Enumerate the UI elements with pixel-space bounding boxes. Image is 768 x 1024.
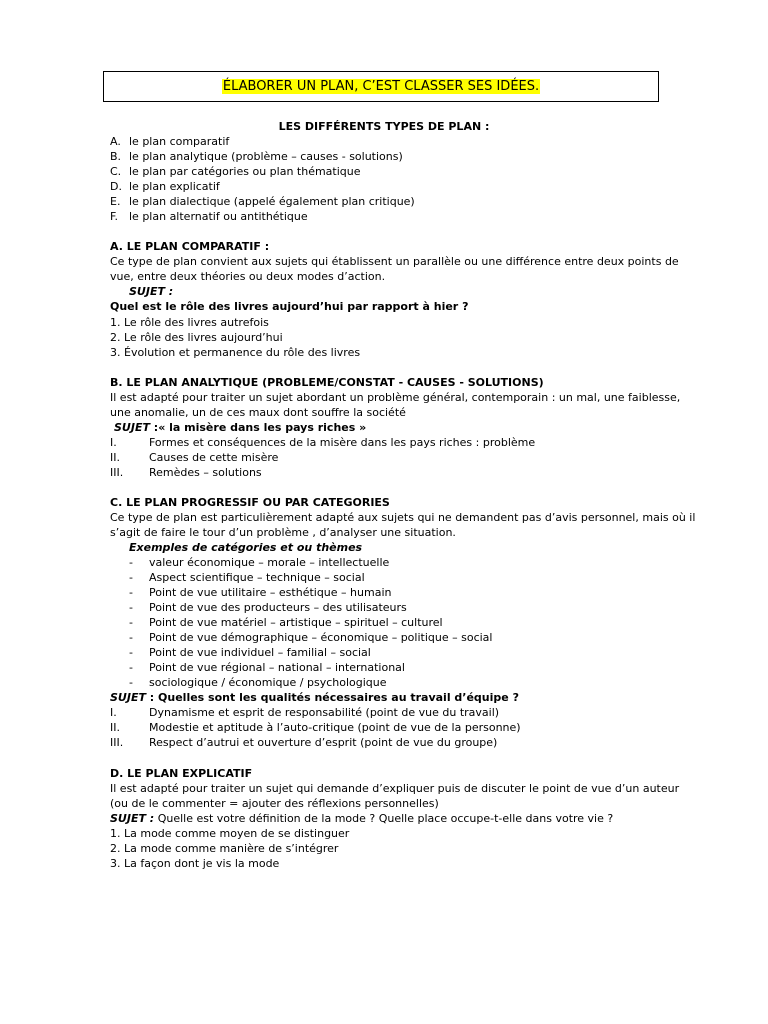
sujet-label: SUJET	[114, 421, 150, 434]
type-item: le plan comparatif	[129, 135, 230, 148]
section-a-sujet-label: SUJET :	[129, 285, 174, 298]
section-b-desc: une anomalie, un de ces maux dont souffre la société	[110, 406, 406, 419]
section-a-item: 2. Le rôle des livres aujourd’hui	[110, 331, 283, 344]
type-item: le plan par catégories ou plan thématique	[129, 165, 361, 178]
section-a-desc: vue, entre deux théories ou deux modes d’action.	[110, 270, 386, 283]
example-item: Point de vue individuel – familial – social	[149, 646, 371, 659]
example-item: Point de vue matériel – artistique – spirituel – culturel	[149, 616, 443, 629]
section-a-heading: A. LE PLAN COMPARATIF :	[110, 240, 270, 253]
type-marker: E.	[110, 195, 121, 208]
sujet-text: : Quelles sont les qualités nécessaires au travail d’équipe ?	[145, 691, 519, 704]
section-b-item: Causes de cette misère	[149, 451, 279, 464]
bullet-dash: -	[129, 586, 133, 599]
section-c-heading: C. LE PLAN PROGRESSIF OU PAR CATEGORIES	[110, 496, 390, 509]
roman-marker: II.	[110, 721, 120, 734]
bullet-dash: -	[129, 661, 133, 674]
section-c-desc: s’agit de faire le tour d’un problème , d’analyser une situation.	[110, 526, 456, 539]
section-c-item: Respect d’autrui et ouverture d’esprit (point de vue du groupe)	[149, 736, 498, 749]
types-heading: LES DIFFÉRENTS TYPES DE PLAN :	[278, 120, 490, 133]
section-d-desc: (ou de le commenter = ajouter des réflexions personnelles)	[110, 797, 439, 810]
sujet-text: Quelle est votre définition de la mode ? Quelle place occupe-t-elle dans votre vie ?	[154, 812, 614, 825]
type-item: le plan analytique (problème – causes - solutions)	[129, 150, 403, 163]
section-b-sujet	[114, 420, 366, 435]
sujet-text: :« la misère dans les pays riches »	[149, 421, 367, 434]
roman-marker: III.	[110, 466, 124, 479]
type-item: le plan alternatif ou antithétique	[129, 210, 308, 223]
section-d-sujet	[110, 811, 613, 826]
section-c-desc: Ce type de plan est particulièrement adapté aux sujets qui ne demandent pas d’avis personnel, mais où il	[110, 511, 696, 524]
type-item: le plan explicatif	[129, 180, 220, 193]
bullet-dash: -	[129, 616, 133, 629]
section-d-desc: Il est adapté pour traiter un sujet qui demande d’expliquer puis de discuter le point de vue d’un auteur	[110, 782, 680, 795]
section-c-item: Dynamisme et esprit de responsabilité (point de vue du travail)	[149, 706, 500, 719]
bullet-dash: -	[129, 571, 133, 584]
example-item: Aspect scientifique – technique – social	[149, 571, 365, 584]
section-d-item: 3. La façon dont je vis la mode	[110, 857, 280, 870]
roman-marker: I.	[110, 436, 117, 449]
section-d-item: 1. La mode comme moyen de se distinguer	[110, 827, 350, 840]
section-a-item: 3. Évolution et permanence du rôle des livres	[110, 346, 361, 359]
section-c-examples-label: Exemples de catégories et ou thèmes	[129, 541, 363, 554]
bullet-dash: -	[129, 646, 133, 659]
sujet-label: SUJET	[110, 691, 146, 704]
roman-marker: III.	[110, 736, 124, 749]
bullet-dash: -	[129, 631, 133, 644]
type-marker: C.	[110, 165, 122, 178]
type-marker: A.	[110, 135, 121, 148]
section-b-desc: Il est adapté pour traiter un sujet abordant un problème général, contemporain : un mal, une faiblesse,	[110, 391, 681, 404]
type-marker: B.	[110, 150, 122, 163]
example-item: Point de vue utilitaire – esthétique – humain	[149, 586, 392, 599]
title-box	[103, 71, 659, 102]
section-a-item: 1. Le rôle des livres autrefois	[110, 316, 269, 329]
section-b-item: Remèdes – solutions	[149, 466, 262, 479]
bullet-dash: -	[129, 601, 133, 614]
section-b-item: Formes et conséquences de la misère dans les pays riches : problème	[149, 436, 536, 449]
section-a-desc: Ce type de plan convient aux sujets qui établissent un parallèle ou une différence entre deux points de	[110, 255, 679, 268]
example-item: Point de vue des producteurs – des utilisateurs	[149, 601, 407, 614]
section-d-heading: D. LE PLAN EXPLICATIF	[110, 767, 253, 780]
roman-marker: II.	[110, 451, 120, 464]
bullet-dash: -	[129, 556, 133, 569]
example-item: Point de vue démographique – économique – politique – social	[149, 631, 493, 644]
type-item: le plan dialectique (appelé également plan critique)	[129, 195, 415, 208]
example-item: sociologique / économique / psychologique	[149, 676, 387, 689]
section-d-item: 2. La mode comme manière de s’intégrer	[110, 842, 339, 855]
bullet-dash: -	[129, 676, 133, 689]
section-c-sujet	[110, 690, 519, 705]
roman-marker: I.	[110, 706, 117, 719]
sujet-label: SUJET :	[110, 812, 155, 825]
example-item: Point de vue régional – national – international	[149, 661, 405, 674]
section-c-item: Modestie et aptitude à l’auto-critique (point de vue de la personne)	[149, 721, 521, 734]
type-marker: F.	[110, 210, 119, 223]
page-title: ÉLABORER UN PLAN, C’EST CLASSER SES IDÉES.	[222, 79, 540, 94]
section-a-question: Quel est le rôle des livres aujourd’hui par rapport à hier ?	[110, 300, 469, 313]
example-item: valeur économique – morale – intellectuelle	[149, 556, 390, 569]
section-b-heading: B. LE PLAN ANALYTIQUE (PROBLEME/CONSTAT - CAUSES - SOLUTIONS)	[110, 376, 544, 389]
type-marker: D.	[110, 180, 122, 193]
